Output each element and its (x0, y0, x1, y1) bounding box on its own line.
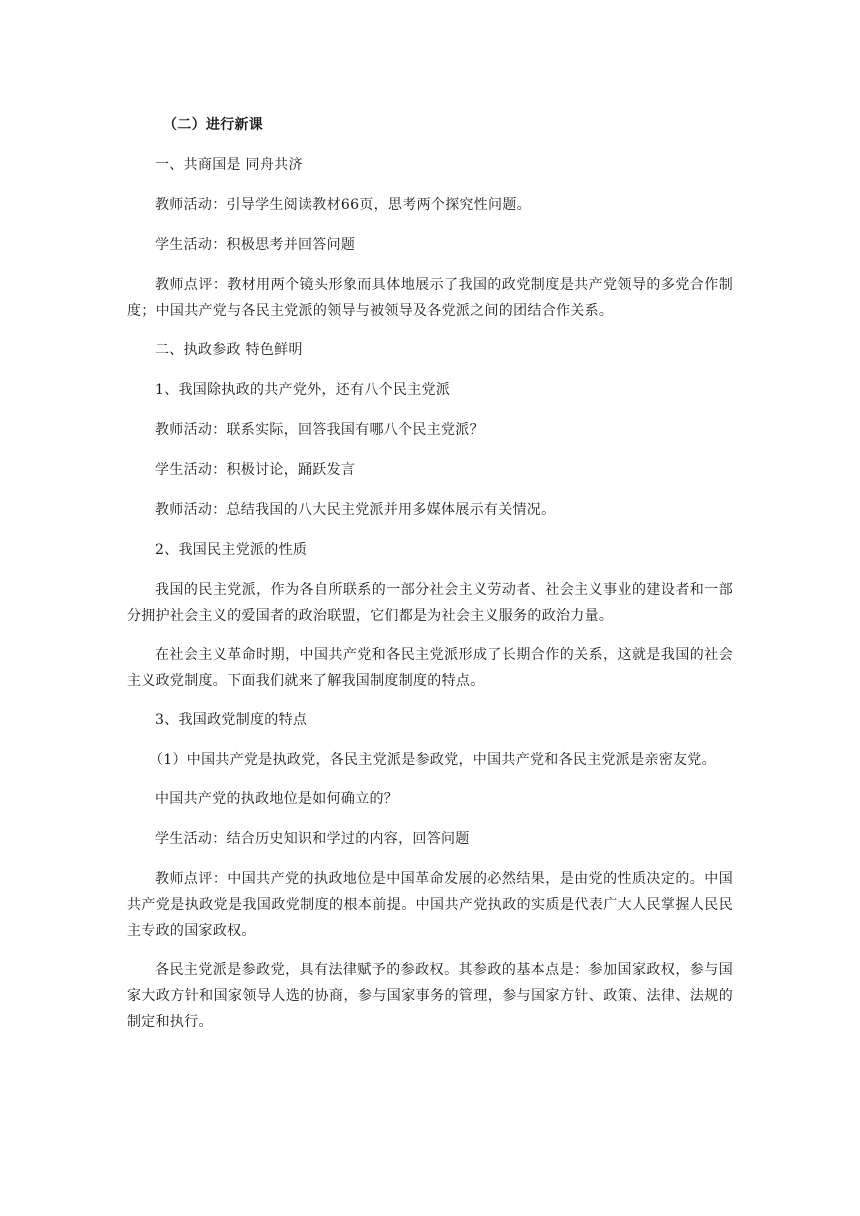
paragraph: 在社会主义革命时期，中国共产党和各民主党派形成了长期合作的关系，这就是我国的社会主义政党制度。下面我们就来了解我国制度制度的特点。 (127, 647, 733, 689)
document-page (127, 112, 733, 1048)
paragraph: 3、我国政党制度的特点 (155, 712, 308, 728)
paragraph: 各民主党派是参政党，具有法律赋予的参政权。其参政的基本点是：参加国家政权，参与国家大政方针和国家领导人选的协商，参与国家事务的管理，参与国家方针、政策、法律、法规的制定和执行。 (127, 962, 733, 1030)
paragraph: 中国共产党的执政地位是如何确立的？ (155, 791, 399, 807)
paragraph: 学生活动：积极思考并回答问题 (155, 237, 356, 253)
paragraph: 学生活动：积极讨论，踊跃发言 (155, 462, 356, 478)
paragraph: （1）中国共产党是执政党，各民主党派是参政党，中国共产党和各民主党派是亲密友党。 (149, 752, 716, 768)
subheading-1: 一、共商国是 同舟共济 (155, 157, 303, 173)
paragraph: 教师点评：中国共产党的执政地位是中国革命发展的必然结果，是由党的性质决定的。中国共产党是执政党是我国政党制度的根本前提。中国共产党执政的实质是代表广大人民掌握人民民主专政的国家政权。 (127, 871, 733, 939)
paragraph: 教师活动：联系实际，回答我国有哪八个民主党派？ (155, 422, 484, 438)
paragraph: 学生活动：结合历史知识和学过的内容，回答问题 (155, 831, 470, 847)
paragraph: 2、我国民主党派的性质 (155, 542, 308, 558)
section-heading: （二）进行新课 (163, 117, 264, 133)
subheading-2: 二、执政参政 特色鲜明 (155, 342, 303, 358)
paragraph: 1、我国除执政的共产党外，还有八个民主党派 (155, 382, 451, 398)
paragraph: 教师活动：引导学生阅读教材66页，思考两个探究性问题。 (155, 197, 531, 213)
paragraph: 教师点评：教材用两个镜头形象而具体地展示了我国的政党制度是共产党领导的多党合作制度；中国共产党与各民主党派的领导与被领导及各党派之间的团结合作关系。 (127, 277, 733, 319)
paragraph: 我国的民主党派，作为各自所联系的一部分社会主义劳动者、社会主义事业的建设者和一部分拥护社会主义的爱国者的政治联盟，它们都是为社会主义服务的政治力量。 (127, 582, 733, 624)
paragraph: 教师活动：总结我国的八大民主党派并用多媒体展示有关情况。 (155, 502, 556, 518)
